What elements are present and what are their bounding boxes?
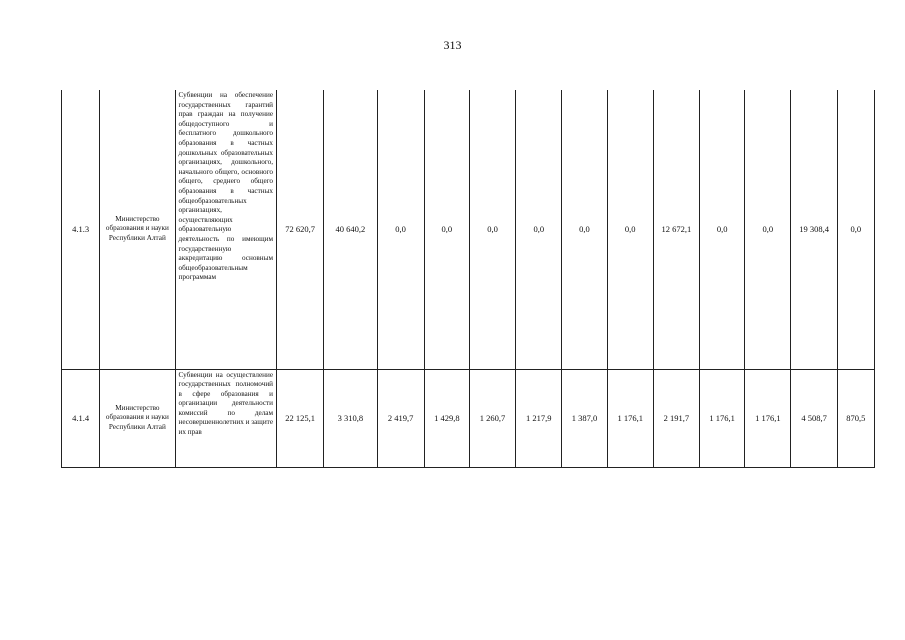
- value-cell: 0,0: [745, 90, 791, 369]
- value-cell: 1 429,8: [424, 369, 469, 467]
- value-cell: 0,0: [837, 90, 874, 369]
- row-description: Субвенции на осуществление государственных полномочий в сфере образования и организации деятельности комиссий по делам несовершеннолетних и защите их прав: [175, 369, 276, 467]
- value-cell: 1 176,1: [700, 369, 745, 467]
- value-cell: 870,5: [837, 369, 874, 467]
- value-cell: 0,0: [377, 90, 424, 369]
- row-ministry: Министерство образования и науки Республики Алтай: [100, 90, 175, 369]
- value-cell: 22 125,1: [277, 369, 324, 467]
- value-cell: 40 640,2: [324, 90, 377, 369]
- value-cell: 0,0: [607, 90, 653, 369]
- row-code: 4.1.3: [62, 90, 100, 369]
- value-cell: 2 419,7: [377, 369, 424, 467]
- value-cell: 1 217,9: [516, 369, 562, 467]
- row-ministry: Министерство образования и науки Республики Алтай: [100, 369, 175, 467]
- table-row: [62, 90, 875, 369]
- value-cell: 0,0: [562, 90, 607, 369]
- value-cell: 1 387,0: [562, 369, 607, 467]
- value-cell: 1 260,7: [469, 369, 515, 467]
- value-cell: 0,0: [700, 90, 745, 369]
- value-cell: 0,0: [469, 90, 515, 369]
- value-cell: 19 308,4: [791, 90, 837, 369]
- budget-table: [61, 90, 875, 468]
- value-cell: 2 191,7: [653, 369, 699, 467]
- page-number: 313: [443, 38, 462, 52]
- row-description: Субвенции на обеспечение государственных гарантий прав граждан на получение общедоступного и бесплатного дошкольного образования в частных дошкольных образовательных организациях, дошкольного, начального общего, основного общего, среднего общего образования в частных общеобразовательных организациях, осуществляющих образовательную деятельность по имеющим государственную аккредитацию основным общеобразовательным программам: [175, 90, 276, 369]
- value-cell: 0,0: [424, 90, 469, 369]
- value-cell: 4 508,7: [791, 369, 837, 467]
- value-cell: 1 176,1: [745, 369, 791, 467]
- value-cell: 12 672,1: [653, 90, 699, 369]
- value-cell: 3 310,8: [324, 369, 377, 467]
- value-cell: 1 176,1: [607, 369, 653, 467]
- table-row: [62, 369, 875, 467]
- row-code: 4.1.4: [62, 369, 100, 467]
- value-cell: 0,0: [516, 90, 562, 369]
- value-cell: 72 620,7: [277, 90, 324, 369]
